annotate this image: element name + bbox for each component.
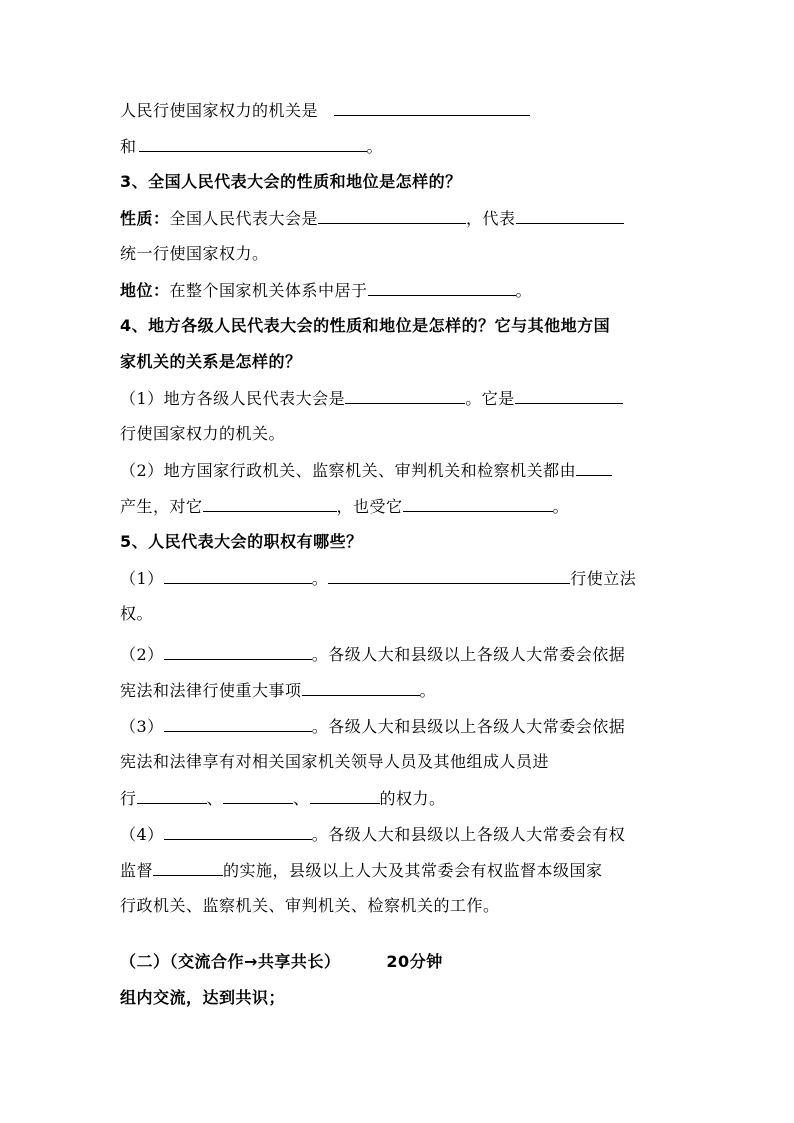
blank[interactable] bbox=[328, 568, 570, 584]
blank[interactable] bbox=[137, 788, 207, 804]
blank[interactable] bbox=[368, 280, 516, 296]
q4-item-2-cont: 产生，对它 ，也受它 。 bbox=[120, 497, 570, 516]
blank[interactable] bbox=[515, 388, 623, 404]
blank[interactable] bbox=[203, 496, 337, 512]
blank[interactable] bbox=[164, 568, 312, 584]
blank[interactable] bbox=[516, 208, 624, 224]
q5-item-3-cont: 宪法和法律享有对相关国家机关领导人员及其他组成人员进 bbox=[120, 752, 550, 771]
blank[interactable] bbox=[334, 100, 530, 116]
line-nature-2: 统一行使国家权力。 bbox=[120, 244, 269, 263]
blank[interactable] bbox=[153, 860, 223, 876]
blank[interactable] bbox=[139, 136, 367, 152]
q5-item-2: （2） 。各级人大和县级以上各级人大常委会依据 bbox=[120, 645, 626, 664]
blank[interactable] bbox=[164, 644, 312, 660]
q5-item-1-cont: 权。 bbox=[120, 604, 154, 623]
section-2-heading: （二）（交流合作→共享共长） 20分钟 bbox=[120, 952, 443, 971]
q5-item-3-cont-2: 行 、 、 的权力。 bbox=[120, 789, 446, 808]
q4-item-1: （1）地方各级人民代表大会是 。它是 bbox=[120, 388, 684, 409]
q5-item-4: （4） 。各级人大和县级以上各级人大常委会有权 bbox=[120, 825, 626, 844]
blank[interactable] bbox=[223, 788, 293, 804]
line-nature: 性质：全国人民代表大会是 ，代表 bbox=[120, 208, 684, 229]
section-2-task: 组内交流，达到共识； bbox=[120, 988, 286, 1007]
question-5: 5、人民代表大会的职权有哪些？ bbox=[120, 532, 363, 551]
q5-item-3: （3） 。各级人大和县级以上各级人大常委会依据 bbox=[120, 717, 626, 736]
blank[interactable] bbox=[345, 388, 465, 404]
question-4-line-1: 4、地方各级人民代表大会的性质和地位是怎样的？它与其他地方国 bbox=[120, 316, 611, 335]
line-2: 和 。 bbox=[120, 137, 384, 156]
question-3: 3、全国人民代表大会的性质和地位是怎样的？ bbox=[120, 172, 462, 191]
question-4-line-2: 家机关的关系是怎样的？ bbox=[120, 352, 302, 371]
blank[interactable] bbox=[164, 824, 312, 840]
blank[interactable] bbox=[164, 716, 312, 732]
q5-item-4-cont-2: 行政机关、监察机关、审判机关、检察机关的工作。 bbox=[120, 896, 500, 915]
line-1: 人民行使国家权力的机关是 bbox=[120, 100, 684, 121]
q5-item-1: （1） 。 行使立法 bbox=[120, 569, 637, 588]
blank[interactable] bbox=[318, 208, 466, 224]
blank[interactable] bbox=[302, 680, 420, 696]
blank[interactable] bbox=[576, 460, 612, 476]
line-status: 地位：在整个国家机关体系中居于 。 bbox=[120, 281, 533, 300]
q4-item-2: （2）地方国家行政机关、监察机关、审判机关和检察机关都由 bbox=[120, 460, 684, 481]
q5-item-4-cont: 监督 的实施，县级以上人大及其常委会有权监督本级国家 bbox=[120, 861, 603, 880]
blank[interactable] bbox=[310, 788, 380, 804]
q5-item-2-cont: 宪法和法律行使重大事项 。 bbox=[120, 681, 437, 700]
blank[interactable] bbox=[403, 496, 553, 512]
q4-item-1-cont: 行使国家权力的机关。 bbox=[120, 424, 286, 443]
